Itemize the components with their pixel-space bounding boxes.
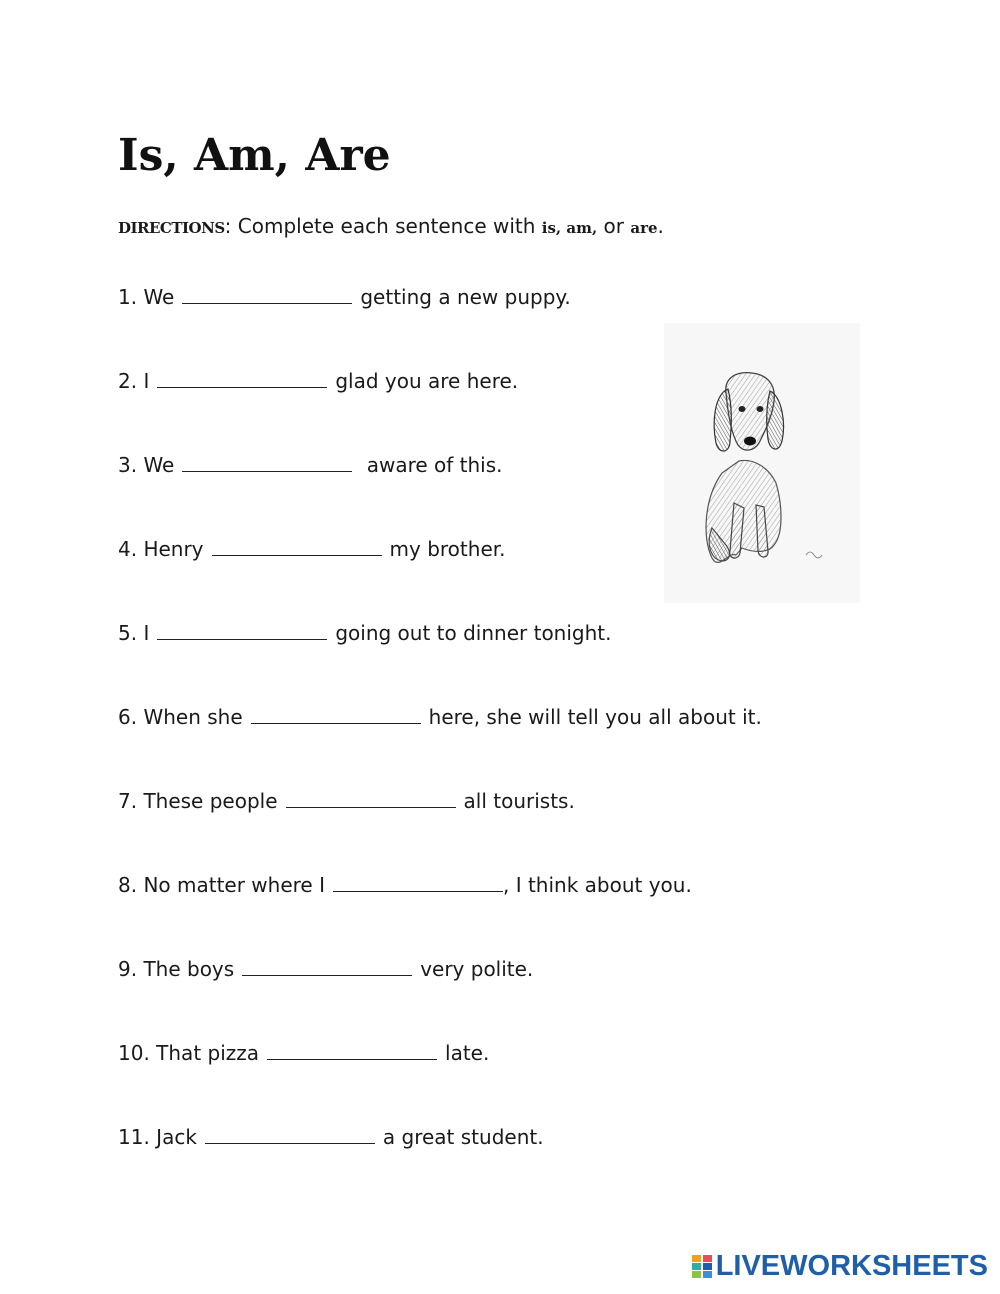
question-prefix: 4. Henry: [118, 537, 204, 561]
question-2: [118, 367, 518, 395]
question-11: [118, 1123, 544, 1151]
question-suffix: , I think about you.: [502, 873, 692, 897]
question-8: [118, 871, 692, 899]
directions-label: DIRECTIONS: [118, 219, 225, 237]
question-prefix: 7. These people: [118, 789, 278, 813]
question-4: [118, 535, 506, 563]
question-5: [118, 619, 611, 647]
liveworksheets-logo-icon: [692, 1253, 714, 1279]
answer-blank-1[interactable]: [182, 286, 352, 304]
liveworksheets-branding[interactable]: [692, 1250, 988, 1282]
question-prefix: 2. I: [118, 369, 150, 393]
directions: [118, 212, 664, 242]
directions-option-is-am: is, am,: [541, 219, 598, 237]
directions-text: Complete each sentence with: [231, 214, 542, 238]
answer-blank-6[interactable]: [251, 706, 421, 724]
question-3: [118, 451, 503, 479]
answer-blank-5[interactable]: [157, 622, 327, 640]
question-prefix: 3. We: [118, 453, 175, 477]
liveworksheets-name: LIVEWORKSHEETS: [715, 1250, 988, 1282]
answer-blank-10[interactable]: [267, 1042, 437, 1060]
question-suffix: glad you are here.: [335, 369, 519, 393]
answer-blank-9[interactable]: [242, 958, 412, 976]
answer-blank-2[interactable]: [157, 370, 327, 388]
question-suffix: getting a new puppy.: [360, 285, 571, 309]
question-suffix: very polite.: [420, 957, 534, 981]
answer-blank-11[interactable]: [205, 1126, 375, 1144]
question-prefix: 1. We: [118, 285, 175, 309]
question-prefix: 10. That pizza: [118, 1041, 260, 1065]
answer-blank-8[interactable]: [333, 874, 503, 892]
worksheet-title: Is, Am, Are: [118, 130, 391, 181]
answer-blank-4[interactable]: [212, 538, 382, 556]
question-10: [118, 1039, 489, 1067]
question-prefix: 8. No matter where I: [118, 873, 325, 897]
answer-blank-7[interactable]: [286, 790, 456, 808]
question-prefix: 11. Jack: [118, 1125, 197, 1149]
directions-colon: :: [224, 214, 232, 238]
question-6: [118, 703, 762, 731]
directions-or: or: [597, 214, 631, 238]
question-prefix: 5. I: [118, 621, 150, 645]
question-prefix: 6. When she: [118, 705, 243, 729]
puppy-illustration: [664, 323, 860, 603]
directions-option-are: are: [630, 219, 658, 237]
question-9: [118, 955, 533, 983]
question-suffix: here, she will tell you all about it.: [428, 705, 762, 729]
question-suffix: late.: [445, 1041, 490, 1065]
answer-blank-3[interactable]: [182, 454, 352, 472]
question-suffix: a great student.: [382, 1125, 544, 1149]
question-suffix: my brother.: [389, 537, 506, 561]
question-suffix: going out to dinner tonight.: [335, 621, 612, 645]
directions-period: .: [657, 214, 664, 238]
question-7: [118, 787, 575, 815]
question-prefix: 9. The boys: [118, 957, 235, 981]
question-suffix: all tourists.: [463, 789, 575, 813]
puppy-sketch-icon: [664, 323, 860, 603]
question-1: [118, 283, 571, 311]
question-suffix: aware of this.: [360, 453, 503, 477]
